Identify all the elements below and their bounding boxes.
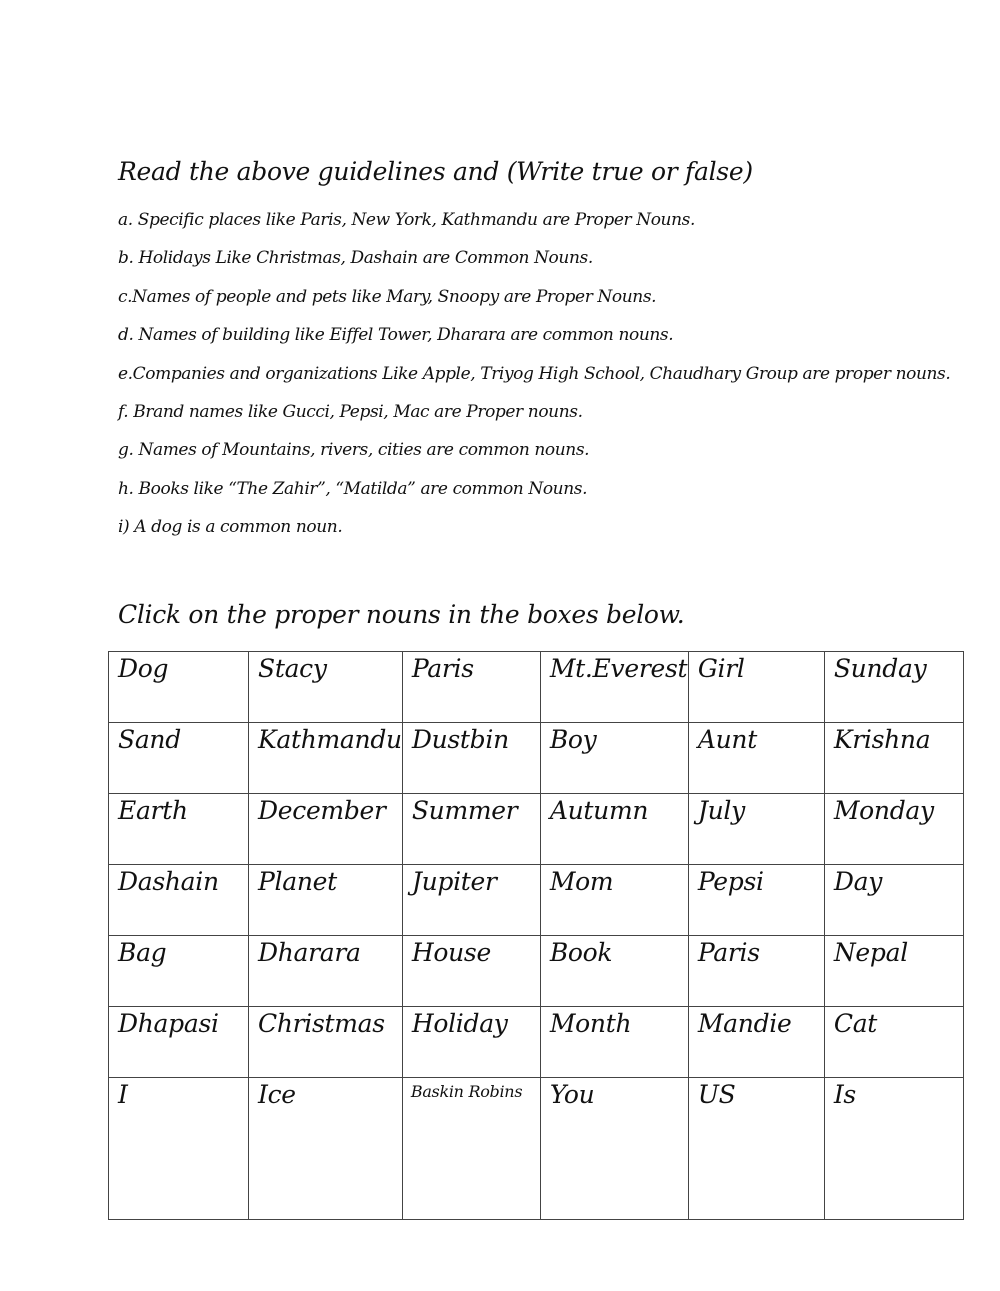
grid-row xyxy=(109,652,964,723)
noun-cell[interactable] xyxy=(824,865,963,936)
noun-word[interactable]: You xyxy=(549,1080,595,1109)
noun-cell[interactable] xyxy=(249,1078,403,1220)
noun-word[interactable]: Mandie xyxy=(697,1009,792,1038)
statement-item: a. Specific places like Paris, New York, Kathmandu are Proper Nouns. xyxy=(118,210,695,230)
noun-word[interactable]: Boy xyxy=(549,725,597,754)
noun-word[interactable]: Monday xyxy=(833,796,934,825)
noun-word[interactable]: July xyxy=(697,796,745,825)
noun-word[interactable]: House xyxy=(411,938,491,967)
statement-item: h. Books like “The Zahir”, “Matilda” are common Nouns. xyxy=(118,478,588,499)
noun-word[interactable]: US xyxy=(697,1080,736,1109)
noun-word[interactable]: Stacy xyxy=(258,654,327,683)
noun-cell[interactable] xyxy=(540,1078,688,1220)
noun-cell[interactable] xyxy=(540,723,688,794)
noun-cell[interactable] xyxy=(402,794,540,865)
noun-word[interactable]: Ice xyxy=(258,1080,296,1109)
noun-cell[interactable] xyxy=(402,652,540,723)
noun-cell[interactable] xyxy=(249,794,403,865)
grid-row xyxy=(109,1007,964,1078)
noun-cell[interactable] xyxy=(540,652,688,723)
noun-cell[interactable] xyxy=(109,723,249,794)
grid-row xyxy=(109,1078,964,1220)
noun-word[interactable]: Cat xyxy=(833,1009,878,1038)
noun-word[interactable]: Girl xyxy=(697,654,745,683)
statement-item: e.Companies and organizations Like Apple, Triyog High School, Chaudhary Group are proper nouns. xyxy=(118,363,951,384)
noun-cell[interactable] xyxy=(824,1078,963,1220)
statement-item: f. Brand names like Gucci, Pepsi, Mac are Proper nouns. xyxy=(118,401,583,422)
proper-noun-instruction: Click on the proper nouns in the boxes below. xyxy=(118,600,685,629)
noun-cell[interactable] xyxy=(688,652,824,723)
noun-word[interactable]: Summer xyxy=(411,796,518,825)
noun-word[interactable]: Krishna xyxy=(833,725,931,754)
statement-item: i) A dog is a common noun. xyxy=(118,517,343,538)
noun-word[interactable]: Day xyxy=(833,867,883,896)
grid-row xyxy=(109,723,964,794)
noun-word[interactable]: Baskin Robins xyxy=(410,1082,523,1101)
noun-word[interactable]: December xyxy=(258,796,386,825)
noun-word[interactable]: Dhapasi xyxy=(118,1009,219,1038)
noun-cell[interactable] xyxy=(402,723,540,794)
noun-word[interactable]: Mt.Everest xyxy=(549,654,688,683)
noun-cell[interactable] xyxy=(249,723,403,794)
noun-cell[interactable] xyxy=(109,865,249,936)
grid-row xyxy=(109,865,964,936)
noun-cell[interactable] xyxy=(688,794,824,865)
grid-row xyxy=(109,794,964,865)
noun-word[interactable]: Jupiter xyxy=(411,867,497,896)
noun-word[interactable]: Paris xyxy=(697,938,760,967)
noun-word[interactable]: Planet xyxy=(258,867,337,896)
noun-cell[interactable] xyxy=(249,1007,403,1078)
noun-word[interactable]: Christmas xyxy=(258,1009,385,1038)
statement-item: d. Names of building like Eiffel Tower, Dharara are common nouns. xyxy=(118,325,674,346)
grid-row xyxy=(109,936,964,1007)
noun-word[interactable]: Dharara xyxy=(258,938,361,967)
noun-cell[interactable] xyxy=(824,794,963,865)
noun-cell[interactable] xyxy=(402,1007,540,1078)
noun-word[interactable]: Month xyxy=(549,1009,632,1038)
noun-word[interactable]: Dustbin xyxy=(411,725,509,754)
noun-grid xyxy=(108,651,964,1220)
statement-item: g. Names of Mountains, rivers, cities are common nouns. xyxy=(118,440,590,461)
noun-word[interactable]: Nepal xyxy=(833,938,908,967)
noun-word[interactable]: Sand xyxy=(118,725,181,754)
noun-cell[interactable] xyxy=(688,936,824,1007)
noun-cell[interactable] xyxy=(688,723,824,794)
noun-word[interactable]: Kathmandu xyxy=(258,725,402,754)
noun-word[interactable]: Book xyxy=(549,938,613,967)
noun-word[interactable]: Bag xyxy=(118,938,167,967)
noun-cell[interactable] xyxy=(540,1007,688,1078)
noun-cell[interactable] xyxy=(688,1078,824,1220)
noun-cell[interactable] xyxy=(402,936,540,1007)
noun-cell[interactable] xyxy=(402,1078,540,1220)
noun-cell[interactable] xyxy=(688,1007,824,1078)
noun-cell[interactable] xyxy=(109,1007,249,1078)
noun-word[interactable]: Earth xyxy=(118,796,188,825)
noun-cell[interactable] xyxy=(109,1078,249,1220)
noun-cell[interactable] xyxy=(540,865,688,936)
noun-cell[interactable] xyxy=(540,936,688,1007)
noun-word[interactable]: Aunt xyxy=(697,725,757,754)
noun-cell[interactable] xyxy=(109,936,249,1007)
noun-word[interactable]: Dashain xyxy=(118,867,219,896)
noun-cell[interactable] xyxy=(402,865,540,936)
noun-cell[interactable] xyxy=(540,794,688,865)
noun-word[interactable]: Sunday xyxy=(833,654,927,683)
noun-word[interactable]: Pepsi xyxy=(697,867,764,896)
noun-word[interactable]: Paris xyxy=(411,654,474,683)
noun-word[interactable]: Is xyxy=(833,1080,856,1109)
true-false-heading: Read the above guidelines and (Write true or false) xyxy=(118,157,753,186)
noun-word[interactable]: Autumn xyxy=(549,796,649,825)
statement-item: c.Names of people and pets like Mary, Snoopy are Proper Nouns. xyxy=(118,286,657,307)
noun-word[interactable]: Holiday xyxy=(411,1009,508,1038)
noun-cell[interactable] xyxy=(824,723,963,794)
noun-cell[interactable] xyxy=(824,936,963,1007)
statement-item: b. Holidays Like Christmas, Dashain are Common Nouns. xyxy=(118,248,593,269)
noun-cell[interactable] xyxy=(824,1007,963,1078)
noun-cell[interactable] xyxy=(249,652,403,723)
noun-cell[interactable] xyxy=(249,865,403,936)
noun-word[interactable]: Mom xyxy=(549,867,614,896)
noun-cell[interactable] xyxy=(688,865,824,936)
noun-cell[interactable] xyxy=(249,936,403,1007)
noun-cell[interactable] xyxy=(109,794,249,865)
noun-word[interactable]: Dog xyxy=(118,654,169,683)
statement-list xyxy=(118,208,950,554)
noun-cell[interactable] xyxy=(109,652,249,723)
noun-cell[interactable] xyxy=(824,652,963,723)
noun-word[interactable]: I xyxy=(118,1080,128,1109)
